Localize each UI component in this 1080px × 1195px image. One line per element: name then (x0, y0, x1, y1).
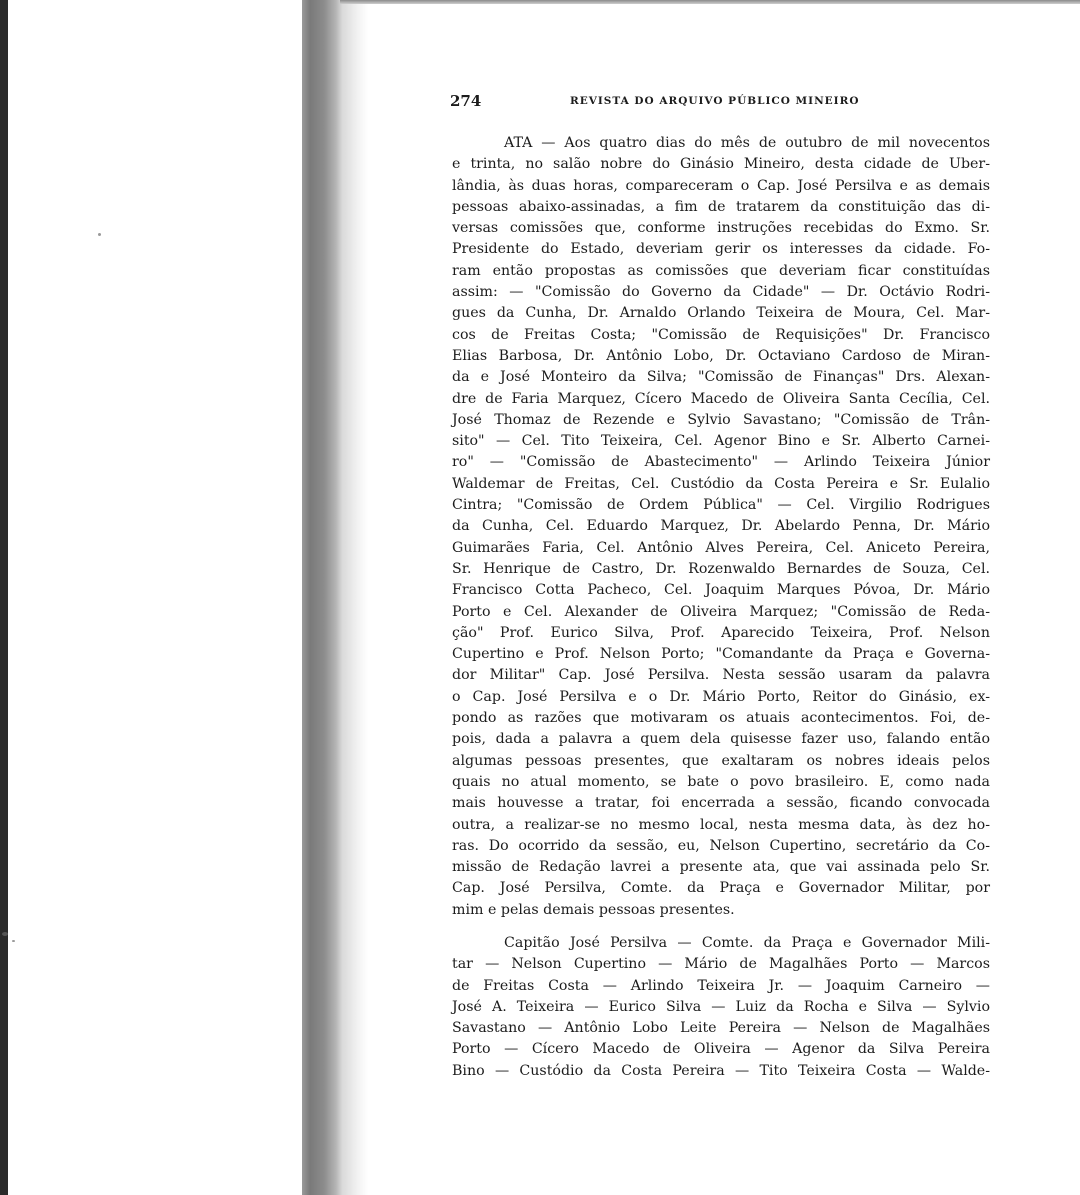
text-line: versas comissões que, conforme instruções recebidas do Exmo. Sr. (452, 220, 990, 237)
text-line: algumas pessoas presentes, que exaltaram os nobres ideais pelos (452, 752, 990, 769)
text-line: José A. Teixeira — Eurico Silva — Luiz da Rocha e Silva — Sylvio (452, 998, 990, 1015)
text-line: Sr. Henrique de Castro, Dr. Rozenwaldo Bernardes de Souza, Cel. (452, 560, 990, 577)
text-line: Cupertino e Prof. Nelson Porto; "Comandante da Praça e Governa- (452, 646, 990, 663)
text-line: pessoas abaixo-assinadas, a fim de tratarem da constituição das di- (452, 198, 990, 215)
text-line: Cap. José Persilva, Comte. da Praça e Governador Militar, por (452, 880, 990, 897)
scan-edge (0, 0, 8, 1195)
text-line: outra, a realizar-se no mesmo local, nesta mesma data, às dez ho- (452, 816, 990, 833)
text-line: assim: — "Comissão do Governo da Cidade" — Dr. Octávio Rodri- (452, 284, 990, 301)
text-line: Bino — Custódio da Costa Pereira — Tito Teixeira Costa — Walde- (452, 1062, 990, 1079)
text-line: Waldemar de Freitas, Cel. Custódio da Costa Pereira e Sr. Eulalio (452, 475, 990, 492)
scan-speck (98, 233, 101, 236)
text-line: Francisco Cotta Pacheco, Cel. Joaquim Marques Póvoa, Dr. Mário (452, 582, 990, 599)
page-binding-shadow (302, 0, 342, 1195)
text-line: Presidente do Estado, deveriam gerir os interesses da cidade. Fo- (452, 241, 990, 258)
text-line: ção" Prof. Eurico Silva, Prof. Aparecido Teixeira, Prof. Nelson (452, 624, 990, 641)
text-line: Savastano — Antônio Lobo Leite Pereira — Nelson de Magalhães (452, 1020, 990, 1037)
journal-title: REVISTA DO ARQUIVO PÚBLICO MINEIRO (570, 95, 860, 107)
text-line: ATA — Aos quatro dias do mês de outubro de mil novecentos (504, 135, 990, 151)
text-line: sito" — Cel. Tito Teixeira, Cel. Agenor Bino e Sr. Alberto Carnei- (452, 433, 990, 450)
text-line: Porto e Cel. Alexander de Oliveira Marquez; "Comissão de Reda- (452, 603, 990, 620)
text-line: Cintra; "Comissão de Ordem Pública" — Cel. Virgilio Rodrigues (452, 497, 990, 514)
text-line: Capitão José Persilva — Comte. da Praça e Governador Mili- (504, 934, 990, 951)
signatures-paragraph (452, 933, 990, 1082)
text-line: missão de Redação lavrei a presente ata, que vai assinada pelo Sr. (452, 859, 990, 876)
text-line: dor Militar" Cap. José Persilva. Nesta sessão usaram da palavra (452, 667, 990, 684)
text-line: cos de Freitas Costa; "Comissão de Requisições" Dr. Francisco (452, 326, 990, 343)
body-text (452, 133, 990, 1082)
text-line: e trinta, no salão nobre do Ginásio Mineiro, desta cidade de Uber- (452, 156, 990, 173)
text-line: lândia, às duas horas, compareceram o Cap. José Persilva e as demais (452, 177, 990, 194)
text-line: José Thomaz de Rezende e Sylvio Savastano; "Comissão de Trân- (452, 411, 990, 428)
text-line: ro" — "Comissão de Abastecimento" — Arlindo Teixeira Júnior (452, 454, 990, 471)
binding-gradient (342, 0, 368, 1195)
text-line: gues da Cunha, Dr. Arnaldo Orlando Teixeira de Moura, Cel. Mar- (452, 305, 990, 322)
page-number: 274 (450, 92, 482, 110)
paragraph-gap (452, 921, 990, 933)
text-line: Elias Barbosa, Dr. Antônio Lobo, Dr. Octaviano Cardoso de Miran- (452, 347, 990, 364)
text-line: tar — Nelson Cupertino — Mário de Magalhães Porto — Marcos (452, 956, 990, 973)
text-line: quais no atual momento, se bate o povo brasileiro. E, como nada (452, 773, 990, 790)
text-line: mim e pelas demais pessoas presentes. (452, 901, 735, 918)
text-line: dre de Faria Marquez, Cícero Macedo de Oliveira Santa Cecília, Cel. (452, 390, 990, 407)
text-line: de Freitas Costa — Arlindo Teixeira Jr. — Joaquim Carneiro — (452, 977, 990, 994)
top-scan-edge (340, 0, 1080, 4)
text-line: pondo as razões que motivaram os atuais acontecimentos. Foi, de- (452, 710, 990, 727)
text-line: ras. Do ocorrido da sessão, eu, Nelson Cupertino, secretário da Co- (452, 837, 990, 854)
text-line: da Cunha, Cel. Eduardo Marquez, Dr. Abelardo Penna, Dr. Mário (452, 518, 990, 535)
text-line: ram então propostas as comissões que deveriam ficar constituídas (452, 262, 990, 279)
text-line: pois, dada a palavra a quem dela quisesse fazer uso, falando então (452, 731, 990, 748)
text-line: mais houvesse a tratar, foi encerrada a sessão, ficando convocada (452, 795, 990, 812)
ata-paragraph (452, 133, 990, 921)
scan-speck (2, 932, 8, 936)
scan-speck (12, 940, 15, 942)
running-head (450, 92, 990, 114)
text-line: o Cap. José Persilva e o Dr. Mário Porto, Reitor do Ginásio, ex- (452, 688, 990, 705)
text-line: Porto — Cícero Macedo de Oliveira — Agenor da Silva Pereira (452, 1041, 990, 1058)
text-line: da e José Monteiro da Silva; "Comissão de Finanças" Drs. Alexan- (452, 369, 990, 386)
text-line: Guimarães Faria, Cel. Antônio Alves Pereira, Cel. Aniceto Pereira, (452, 539, 990, 556)
